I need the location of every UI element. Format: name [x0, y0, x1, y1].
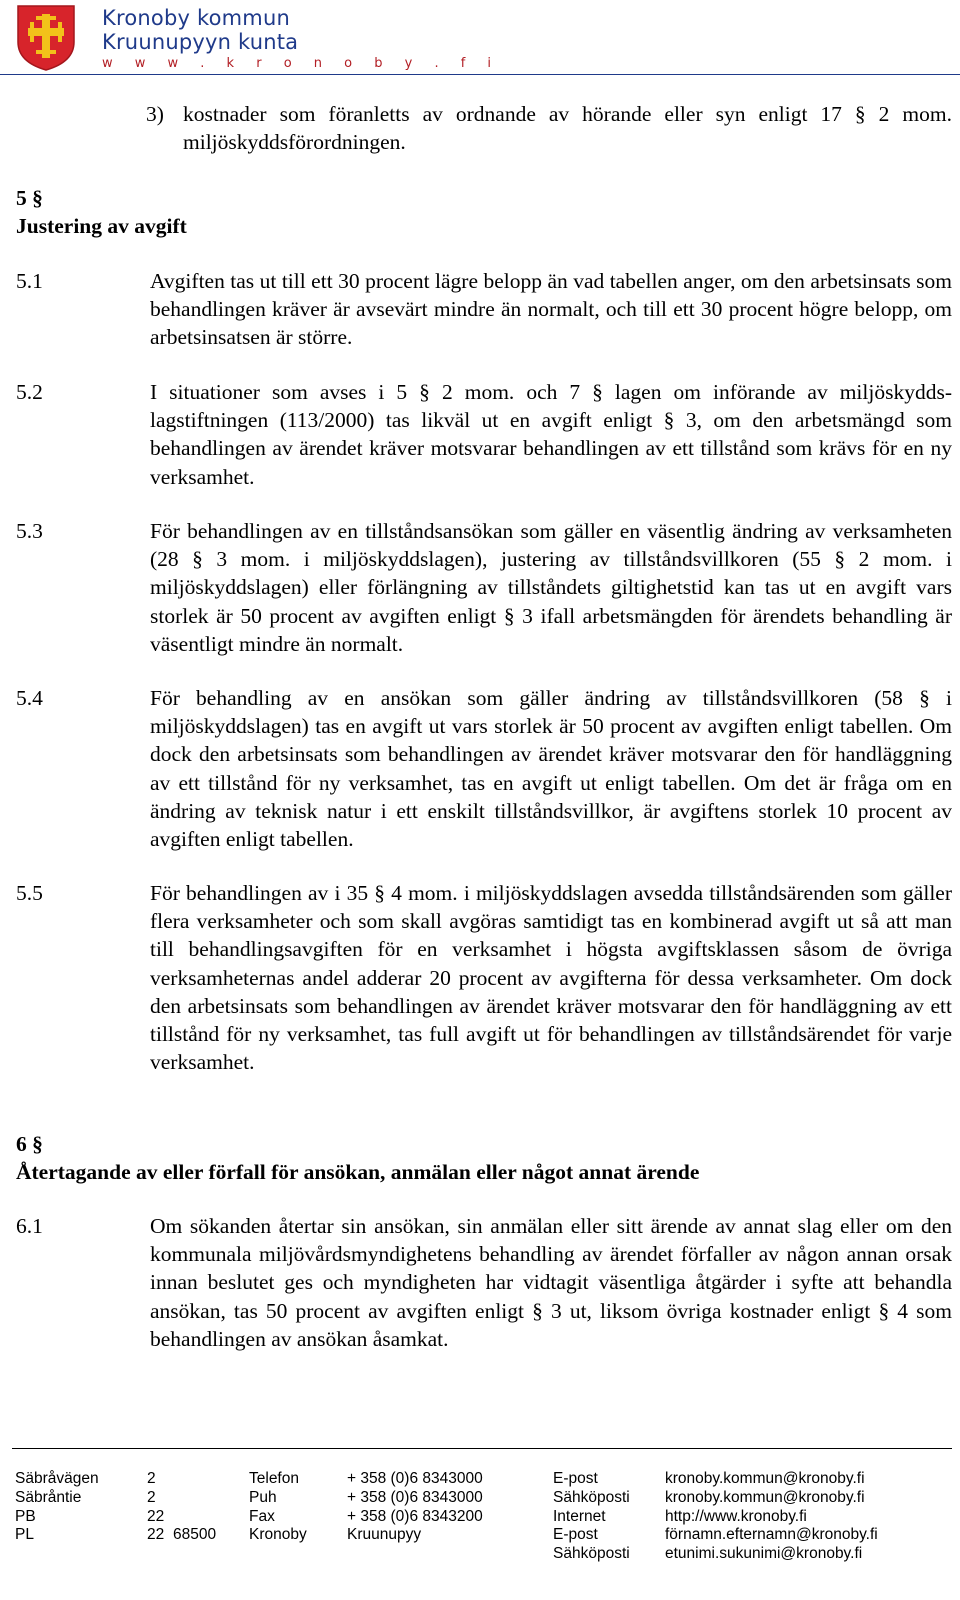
paragraph-number: 5.2	[16, 380, 43, 404]
footer-number: 2	[147, 1470, 156, 1487]
section-number: 5 §	[16, 186, 43, 210]
footer-contact-label: Fax	[249, 1507, 275, 1525]
footer-address: PL	[15, 1526, 34, 1544]
footer-web-value: etunimi.sukunimi@kronoby.fi	[665, 1545, 863, 1563]
paragraph-number: 5.5	[16, 881, 43, 905]
paragraph-5-3	[16, 517, 952, 658]
footer-contact-value: + 358 (0)6 8343000	[347, 1488, 483, 1506]
paragraph-number: 6.1	[16, 1214, 43, 1238]
footer-postcode: 68500	[173, 1526, 217, 1544]
footer-address: Säbråntie	[15, 1488, 82, 1506]
footer-address: PB	[15, 1507, 36, 1525]
footer-web-label: E-post	[553, 1526, 598, 1544]
list-item-number: 3)	[146, 102, 164, 126]
section-6-heading	[16, 1130, 699, 1186]
footer-contact-label: Telefon	[249, 1470, 299, 1487]
header-divider	[0, 74, 960, 75]
org-website: w w w . k r o n o b y . f i	[102, 56, 501, 71]
paragraph-text: Om sökanden återtar sin ansökan, sin anmälan eller sitt ärende av annat slag eller om den kommunala miljövårdsmyndighetens behandling av ärendet förfaller av någon annan orsak innan beslutet ges och myndigheten har vidtagit väsentliga åtgärder i syfte att behandla ansökan, tas 50 procent av avgiften enligt § 3 ut, liksom övriga kostnader enligt § 4 som behandlingen av ansökan åsamkat.	[150, 1214, 952, 1351]
footer-web-label: Sähköposti	[553, 1488, 630, 1506]
footer-web-label: Internet	[553, 1507, 606, 1525]
list-item-text: kostnader som föranletts av ordnande av hörande eller syn enligt 17 § 2 mom. miljöskyddsförordningen.	[183, 102, 952, 155]
footer-web-value: http://www.kronoby.fi	[665, 1507, 807, 1525]
organization-name	[102, 6, 500, 72]
org-name-finnish: Kruunupyyn kunta	[102, 30, 299, 54]
org-name-swedish: Kronoby kommun	[102, 6, 290, 30]
footer-contact-value: + 358 (0)6 8343000	[347, 1470, 483, 1487]
footer-contact-value: Kruunupyy	[347, 1526, 422, 1544]
paragraph-text: För behandling av en ansökan som gäller ändring av tillståndsvillkoren (58 § i miljöskyddslagen) tas en avgift ut vars storlek är 50 procent av avgiften enligt tabellen. Om dock den arbetsinsats som behandlingen av ärendet kräver motsvarar den för handläggning av ett tillstånd för ny verksamhet, tas en avgift ut enligt tabellen. Om det är fråga om en ändring av teknisk natur i ett enskilt tillståndsvillkor, är avgiftens storlek 10 procent av avgiften enligt tabellen.	[150, 686, 952, 852]
list-item-3	[146, 100, 952, 156]
paragraph-text: För behandlingen av en tillståndsansökan som gäller en väsentlig ändring av verksamheten (28 § 3 mom. i miljöskyddslagen), justering av tillståndsvillkoren (55 § 2 mom. i miljöskyddslagen) eller förlängning av tillståndets giltighetstid kan tas ut en avgift vars storlek är 50 procent av avgiften enligt § 3 ifall arbetsmängden för ärendets behandling är väsentligt mindre än normalt.	[150, 519, 952, 656]
footer-contact-label: Kronoby	[249, 1526, 307, 1544]
footer-web-label: E-post	[553, 1470, 598, 1487]
paragraph-5-2	[16, 378, 952, 491]
footer-web-value: kronoby.kommun@kronoby.fi	[665, 1470, 865, 1487]
footer-number: 22	[147, 1507, 165, 1525]
paragraph-text: I situationer som avses i 5 § 2 mom. och 7 § lagen om införande av miljöskydds-lagstiftningen (113/2000) tas likväl ut en avgift enligt § 3, om den arbetsmängd som behandlingen av ärendet kräver motsvarar behandlingen av ett tillstånd som krävs för en ny verksamhet.	[150, 380, 952, 489]
footer-address: Säbråvägen	[15, 1470, 99, 1487]
paragraph-5-1	[16, 267, 952, 352]
municipal-crest-icon	[16, 4, 76, 72]
paragraph-text: Avgiften tas ut till ett 30 procent lägre belopp än vad tabellen anger, om den arbetsinsats som behandlingen kräver är avsevärt mindre än normalt, och till ett 30 procent högre belopp, om arbetsinsatsen är större.	[150, 269, 952, 350]
paragraph-text: För behandlingen av i 35 § 4 mom. i miljöskyddslagen avsedda tillståndsärenden som gäller flera verksamheter och som skall avgöras samtidigt tas en kombinerad avgift ut så att man till behandlingsavgiften för en verksamhet i högsta avgiftsklassen såsom de övriga verksamheternas andel adderar 20 procent av avgifterna för dessa verksamheter. Om dock den arbetsinsats som behandlingen av ärendet kräver motsvarar den för handläggning av ett tillstånd för ny verksamhet, tas full avgift ut för behandlingen av tillståndsärendet för varje verksamhet.	[150, 881, 952, 1075]
footer-number: 2	[147, 1488, 156, 1506]
paragraph-6-1	[16, 1212, 952, 1353]
paragraph-5-5	[16, 879, 952, 1076]
footer-web-value: förnamn.efternamn@kronoby.fi	[665, 1526, 878, 1544]
section-number: 6 §	[16, 1132, 43, 1156]
footer-contact-value: + 358 (0)6 8343200	[347, 1507, 483, 1525]
footer-web-value: kronoby.kommun@kronoby.fi	[665, 1488, 865, 1506]
paragraph-5-4	[16, 684, 952, 853]
section-title: Justering av avgift	[16, 214, 187, 239]
section-title: Återtagande av eller förfall för ansökan, anmälan eller något annat ärende	[16, 1160, 700, 1185]
page-header	[0, 0, 960, 74]
footer-divider	[12, 1448, 952, 1449]
footer-number: 22	[147, 1526, 165, 1544]
paragraph-number: 5.3	[16, 519, 43, 543]
section-5-heading	[16, 184, 187, 240]
paragraph-number: 5.1	[16, 269, 43, 293]
footer-contact-label: Puh	[249, 1488, 277, 1506]
paragraph-number: 5.4	[16, 686, 43, 710]
footer-web-label: Sähköposti	[553, 1545, 630, 1563]
